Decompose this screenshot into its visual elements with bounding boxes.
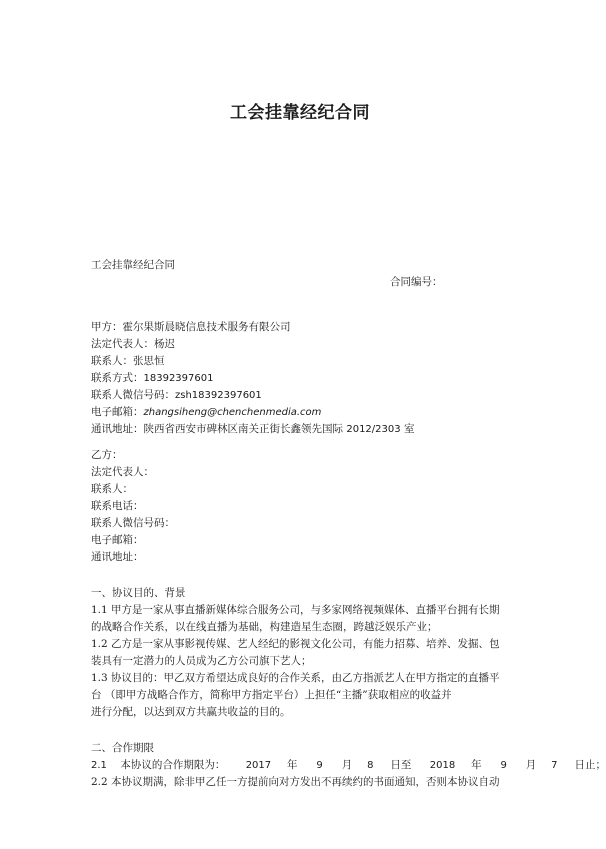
contract-number-label: 合同编号：	[390, 276, 443, 288]
start-month: 9	[316, 760, 323, 771]
section1-p3-line1: 1.3 协议目的：甲乙双方希望达成良好的合作关系，由乙方指派艺人在甲方指定的直播平	[91, 672, 500, 684]
party-a-wechat: zsh18392397601	[175, 390, 262, 401]
party-a-phone: 18392397601	[143, 373, 214, 384]
party-a-address-label: 通讯地址：陕西省西安市碑林区南关正街长鑫领先国际	[91, 423, 347, 435]
section1-p1-line2: 的战略合作关系，以在线直播为基础，构建造星生态圈，跨越泛娱乐产业；	[91, 621, 438, 633]
start-year: 2017	[245, 760, 272, 771]
party-a-address-suffix: 室	[400, 423, 415, 435]
party-a-email-label: 电子邮箱：	[91, 406, 144, 418]
section1-p3-line3: 进行分配，以达到双方共赢共收益的目的。	[91, 706, 291, 718]
section1-p2-line2: 装具有一定潜力的人员成为乙方公司旗下艺人；	[91, 655, 312, 667]
section1-p1-line1: 1.1 甲方是一家从事直播新媒体综合服务公司，与多家网络视频媒体、直播平台拥有长期	[91, 604, 500, 616]
year-label-2: 年	[471, 759, 482, 771]
party-a-legal-rep: 法定代表人：杨迟	[91, 338, 175, 350]
start-day: 8	[367, 760, 374, 771]
party-a-name: 甲方：霍尔果斯晨晓信息技术服务有限公司	[91, 321, 291, 333]
section2-p2: 2.2 本协议期满，除非甲乙任一方提前向对方发出不再续约的书面通知，否则本协议自动	[91, 776, 500, 788]
end-month: 9	[500, 760, 507, 771]
party-a-phone-label: 联系方式：	[91, 372, 144, 384]
party-a-contact: 联系人：张思恒	[91, 355, 165, 367]
section1-heading: 一、协议目的、背景	[91, 587, 186, 599]
day-end-label: 日止；	[574, 759, 606, 771]
party-b-phone: 联系电话：	[91, 500, 144, 512]
party-b-wechat: 联系人微信号码：	[91, 517, 175, 529]
subtitle: 工会挂靠经纪合同	[91, 259, 175, 271]
party-b-name: 乙方：	[91, 449, 123, 461]
section2-p1	[91, 757, 606, 772]
section2-heading: 二、合作期限	[91, 742, 154, 754]
section1-p2-line1: 1.2 乙方是一家从事影视传媒、艺人经纪的影视文化公司，有能力招募、培养、发掘、包	[91, 638, 500, 650]
year-label: 年	[287, 759, 298, 771]
party-a-wechat-label: 联系人微信号码：	[91, 389, 175, 401]
party-a-phone-row	[91, 371, 214, 386]
party-b-address: 通讯地址：	[91, 551, 144, 563]
day-to-label: 日至	[390, 759, 412, 771]
party-a-email-row	[91, 405, 321, 420]
party-b-legal-rep: 法定代表人：	[91, 466, 154, 478]
party-b-contact: 联系人：	[91, 483, 133, 495]
party-a-wechat-row	[91, 388, 262, 403]
end-day: 7	[551, 760, 558, 771]
end-year: 2018	[429, 760, 456, 771]
month-label-2: 月	[525, 759, 537, 771]
party-b-email: 电子邮箱：	[91, 534, 144, 546]
party-a-address-room: 2012/2303	[346, 424, 401, 435]
main-title: 工会挂靠经纪合同	[230, 103, 370, 123]
party-a-email: zhangsiheng@chenchenmedia.com	[143, 407, 322, 418]
party-a-address-row	[91, 422, 414, 437]
term-label: 本协议的合作期限为：	[120, 759, 226, 771]
section1-p3-line2: 台 （即甲方战略合作方，简称甲方指定平台）上担任“主播”获取相应的收益并	[91, 689, 452, 701]
month-label: 月	[341, 759, 353, 771]
clause-number: 2.1	[91, 760, 107, 771]
